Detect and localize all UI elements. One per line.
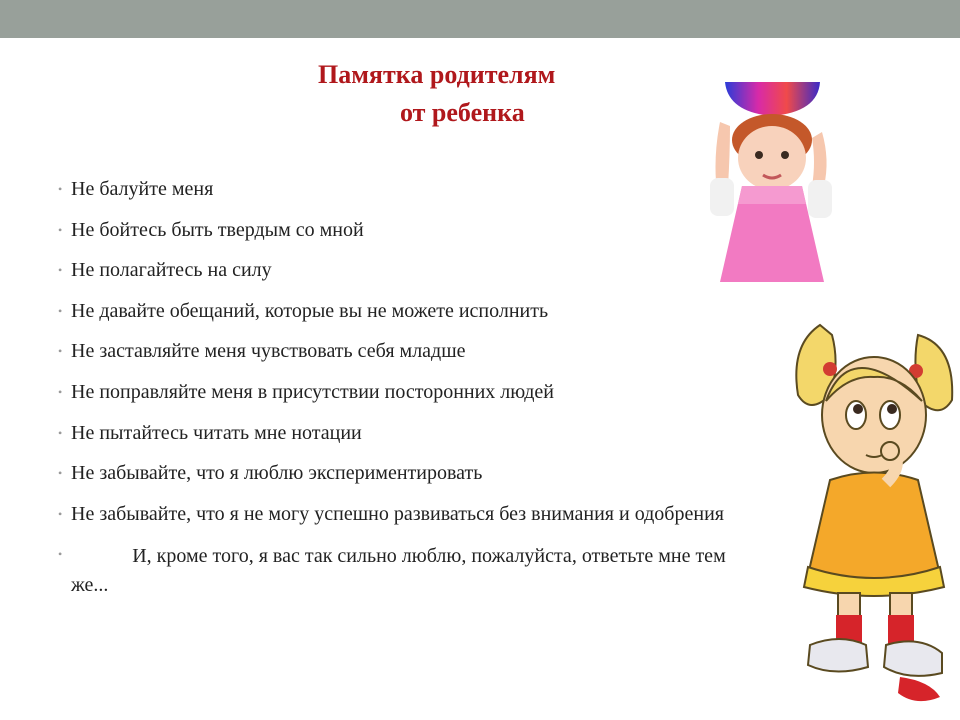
bullet-dot-icon: • (58, 547, 63, 561)
bullet-dot-icon: • (58, 506, 63, 521)
list-item-text: Не балуйте меня (71, 178, 214, 200)
bullet-dot-icon: • (58, 344, 63, 359)
list-item-text: Не пытайтесь читать мне нотации (71, 421, 362, 444)
bullet-dot-icon: • (58, 263, 63, 278)
list-item (58, 456, 818, 497)
closing-line-2: же... (71, 574, 109, 596)
list-item-text: Не давайте обещаний, которые вы не можете исполнить (71, 299, 549, 322)
bullet-dot-icon: • (58, 384, 63, 399)
bullet-dot-icon: • (58, 182, 63, 196)
closing-paragraph (58, 540, 828, 600)
list-item-text: Не поправляйте меня в присутствии посторонних людей (71, 380, 554, 403)
list-item (58, 416, 818, 457)
bullet-dot-icon: • (58, 222, 63, 237)
cartoon-girl-illustration (790, 305, 960, 715)
list-item-text: Не забывайте, что я люблю экспериментировать (71, 462, 483, 485)
title-line-2: от ребенка (400, 98, 525, 127)
bullet-dot-icon: • (58, 303, 63, 318)
bullet-dot-icon: • (58, 466, 63, 481)
list-item (58, 294, 818, 335)
list-item-text: Не полагайтесь на силу (71, 259, 272, 282)
list-item-text: Не бойтесь быть твердым со мной (71, 218, 364, 241)
list-item-text: Не забывайте, что я не могу успешно развиваться без внимания и одобрения (71, 502, 724, 525)
list-item-text: Не заставляйте меня чувствовать себя младше (71, 340, 466, 363)
title-line-1: Памятка родителям (318, 60, 556, 89)
list-item (58, 334, 818, 375)
bullet-dot-icon: • (58, 425, 63, 440)
list-item (58, 497, 818, 538)
closing-line-1: И, кроме того, я вас так сильно люблю, пожалуйста, ответьте мне тем (132, 545, 726, 567)
baby-with-ball-illustration (700, 82, 840, 287)
list-item (58, 375, 818, 416)
top-header-band (0, 0, 960, 38)
